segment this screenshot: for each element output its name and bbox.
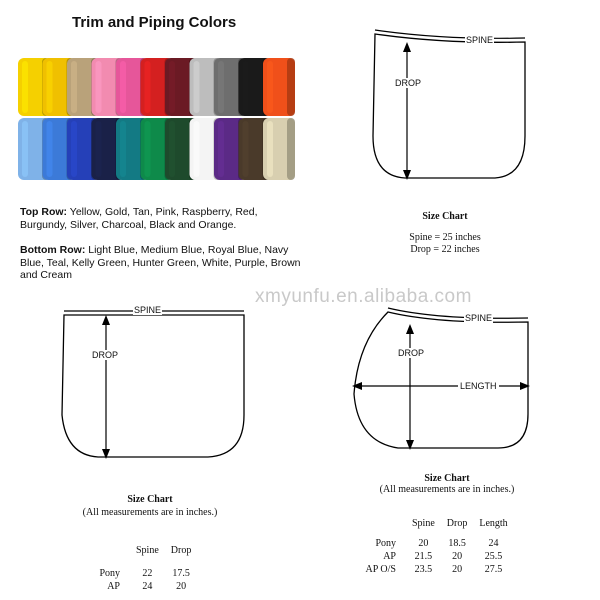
table-row (352, 550, 514, 563)
spine-measurement: Spine = 25 inches (409, 232, 481, 243)
row-name: Pony (99, 568, 120, 579)
cell: 21.5 (414, 551, 433, 562)
cell: 24 (488, 538, 499, 549)
spine-label: SPINE (466, 35, 494, 45)
size-table (76, 544, 197, 593)
cell: 23.5 (414, 564, 433, 575)
pad-outline (62, 315, 244, 457)
drop-label: DROP (398, 348, 425, 358)
column-header: Drop (170, 545, 192, 556)
column-header: Spine (136, 545, 159, 556)
bottom-right-pad-diagram (348, 302, 538, 462)
row-name: AP (383, 551, 396, 562)
pad-outline (354, 312, 528, 448)
row-name: AP (107, 581, 120, 592)
cell: 22 (142, 568, 153, 579)
ribbon-roll (263, 58, 295, 116)
table-row (352, 537, 514, 550)
size-chart-values (380, 232, 510, 256)
top-row-rolls (18, 58, 295, 116)
bottom-row-rolls (18, 118, 295, 180)
size-chart-subtitle: (All measurements are in inches.) (82, 507, 218, 518)
column-header: Spine (412, 518, 435, 529)
bottom-row-text: Light Blue, Medium Blue, Royal Blue, Navy Blue, Teal, Kelly Green, Hunter Green, White, Purple, Brown and Cream (20, 244, 301, 281)
length-arrow-head-left (352, 382, 362, 390)
cell: 17.5 (172, 568, 190, 579)
cell: 20 (452, 564, 463, 575)
table-header-row (352, 517, 514, 530)
top-row-description (20, 206, 305, 231)
drop-arrow-head-top (406, 324, 414, 334)
cell: 20 (176, 581, 187, 592)
table-row (76, 580, 197, 593)
page-title: Trim and Piping Colors (72, 14, 237, 31)
size-table (352, 517, 514, 576)
size-chart-title: Size Chart (422, 211, 468, 222)
drop-label: DROP (395, 78, 422, 88)
size-chart-title: Size Chart (424, 473, 470, 484)
cell: 20 (452, 551, 463, 562)
top-row-text: Yellow, Gold, Tan, Pink, Raspberry, Red, Burgundy, Silver, Charcoal, Black and Orange. (20, 206, 258, 231)
size-chart-title: Size Chart (127, 494, 173, 505)
drop-arrow-head-top (403, 42, 411, 52)
drop-label: DROP (92, 350, 119, 360)
drop-measurement: Drop = 22 inches (410, 244, 480, 255)
drop-arrow-head-top (102, 315, 110, 325)
spine-label: SPINE (134, 305, 162, 315)
cell: 27.5 (484, 564, 503, 575)
cell: 20 (418, 538, 429, 549)
spine-label: SPINE (465, 313, 493, 323)
size-chart-subtitle: (All measurements are in inches.) (379, 484, 515, 495)
table-row (352, 563, 514, 576)
pad-outline (373, 34, 525, 178)
row-name: AP O/S (365, 564, 396, 575)
column-header: Length (479, 518, 508, 529)
table-row (76, 567, 197, 580)
ribbon-roll (263, 118, 295, 180)
bottom-left-pad-diagram (58, 305, 248, 465)
cell: 24 (142, 581, 153, 592)
trim-color-swatches (18, 56, 298, 186)
row-name: Pony (375, 538, 396, 549)
table-header-row (76, 544, 197, 557)
column-header: Drop (446, 518, 468, 529)
bottom-row-label: Bottom Row: (20, 244, 86, 256)
cell: 18.5 (448, 538, 466, 549)
watermark: xmyunfu.en.alibaba.com (255, 286, 472, 307)
cell: 25.5 (484, 551, 503, 562)
top-right-pad-diagram (365, 26, 535, 186)
length-label: LENGTH (460, 381, 497, 391)
top-row-label: Top Row: (20, 206, 68, 218)
bottom-row-description (20, 244, 305, 282)
